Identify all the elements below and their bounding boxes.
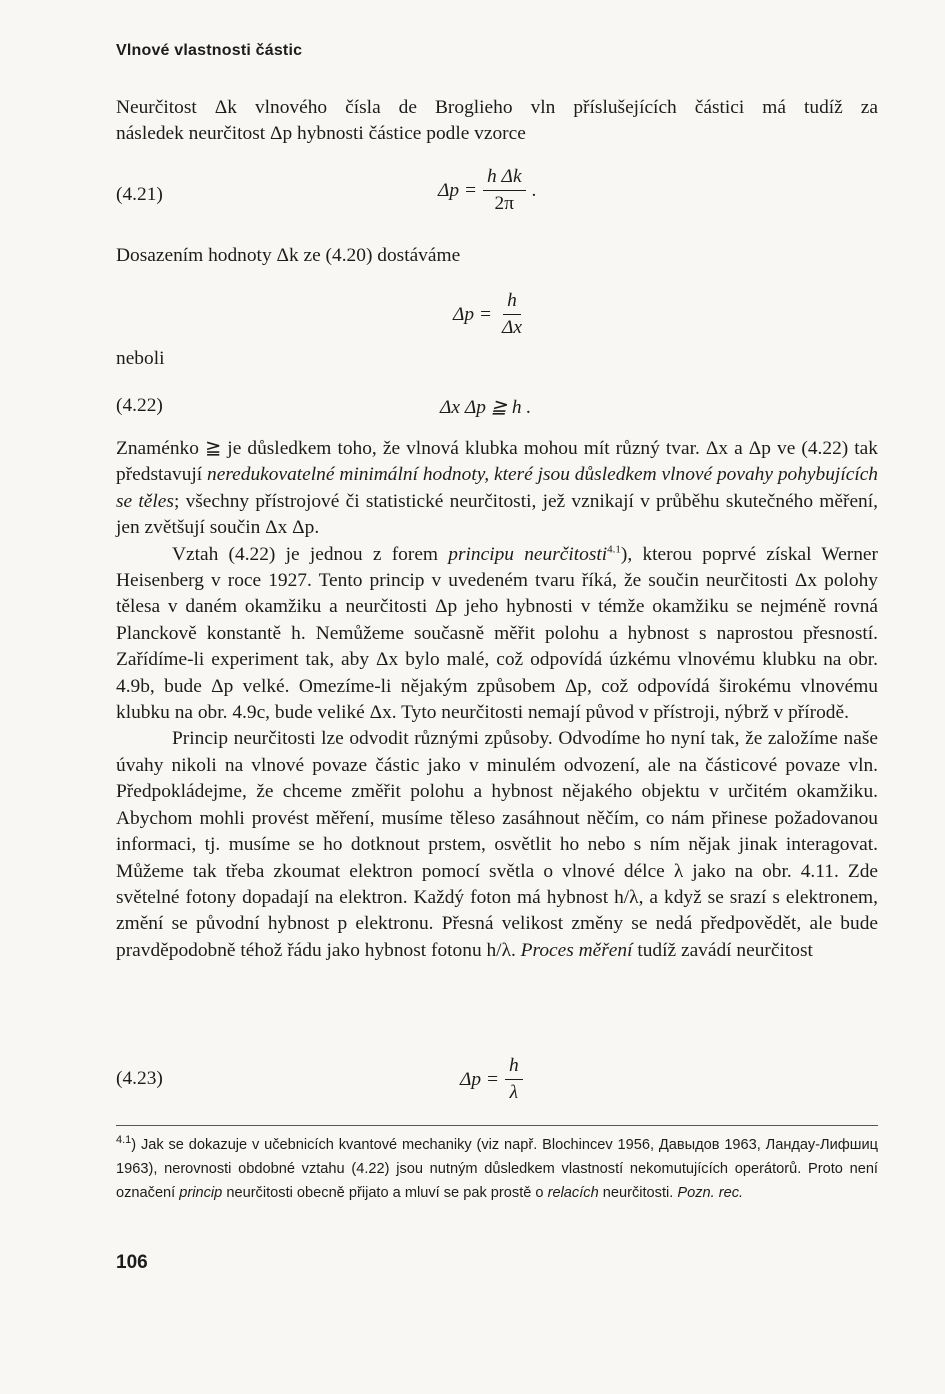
intro-paragraph: [116, 95, 878, 148]
paragraph-3-emphasis: Proces měření: [520, 939, 633, 961]
substitution-line: Dosazením hodnoty Δk ze (4.20) dostáváme: [116, 245, 461, 266]
footnote-text-a: ) Jak se dokazuje v učebnicích kvantové mechaniky (viz např. Blochincev 1956, Давыдов 1963, Ландау-Лифшиц 1963), nerovnosti obdobné vztahu (4.22) jsou nutným důsledkem vlastností nekomutujících operátorů. Proto není označení: [116, 1137, 878, 1201]
paragraph-1-end: ; všechny přístrojové či statistické neurčitosti, jež vznikají v průběhu skutečného měření, jen zvětšují součin Δx Δp.: [116, 490, 878, 539]
paragraph-1-emphasis: neredukovatelné minimální hodnoty, které jsou důsledkem vlnové povahy pohybujících se těles: [116, 464, 879, 512]
equation-label-4-23: (4.23): [116, 1068, 163, 1089]
intro-line-1: Neurčitost Δk vlnového čísla de Broglieho vln příslušejících částici má tudíž za: [116, 97, 878, 118]
paragraph-3: [116, 726, 878, 964]
footnote-text-e: neurčitosti.: [598, 1185, 678, 1201]
equation-4-21: [438, 166, 536, 215]
paragraph-3-start: Princip neurčitosti lze odvodit různými způsoby. Odvodíme ho nyní tak, že založíme naše úvahy nikoli na vlnové povaze částic jako v minulém odvození, ale na částicové povaze vln. Předpokládejme, že chceme změřit polohu a hybnost nějakého objektu v určitém okamžiku. Abychom mohli provést měření, musíme těleso zasáhnout něčím, co nám přinese požadovanou informaci, tj. musíme se ho dotknout prstem, osvětlit ho nebo s ním nějak jinak interagovat. Můžeme tak třeba zkoumat elektron pomocí světla o vlnové délce λ jako na obr. 4.11. Zde světelné fotony dopadají na elektron. Každý foton má hybnost h/λ, a když se srazí s elektronem, změní se původní hybnost p elektronu. Přesná velikost změny se nedá předpovědět, ale bude pravděpodobně téhož řádu jako hybnost fotonu h/λ.: [116, 728, 878, 961]
paragraph-2-end: ), kterou poprvé získal Werner Heisenberg v roce 1927. Tento princip v uvedeném tvaru říká, že součin neurčitosti Δx polohy tělesa v daném okamžiku a neurčitosti Δp jeho hybnosti v témže okamžiku se nejméně rovná Planckově konstantě h. Nemůžeme současně měřit polohu a hybnost s naprostou přesností. Zařídíme-li experiment tak, aby Δx bylo malé, což odpovídá úzkému vlnovému klubku na obr. 4.9b, bude Δp velké. Omezíme-li nějakým způsobem Δp, což odpovídá širokému vlnovému klubku na obr. 4.9c, bude veliké Δx. Tyto neurčitosti nemají původ v přístroji, nýbrž v přírodě.: [116, 543, 878, 724]
equation-4-22: [440, 395, 531, 419]
footnote-text-f: Pozn. rec.: [677, 1185, 744, 1201]
paragraph-2-start: Vztah (4.22) je jednou z forem: [172, 543, 449, 565]
footnote-divider: [116, 1125, 878, 1126]
main-text: [116, 436, 878, 964]
page-number: 106: [116, 1252, 148, 1273]
footnote: [116, 1133, 878, 1205]
eq423-lhs: Δp =: [460, 1068, 500, 1090]
paragraph-3-end: tudíž zavádí neurčitost: [632, 939, 813, 961]
paragraph-1-start: Znaménko ≧ je důsledkem toho, že vlnová klubka mohou mít různý tvar. Δx a Δp ve (4.22) tak představují: [116, 438, 878, 486]
paragraph-2-emphasis: principu neurčitosti: [448, 543, 608, 565]
neboli-line: neboli: [116, 348, 165, 369]
eq423-denominator: λ: [509, 1082, 519, 1103]
eq421-denominator: 2π: [494, 193, 515, 214]
footnote-text-c: neurčitosti obecně přijato a mluví se pak prostě o: [222, 1185, 548, 1201]
eq421-fraction: [483, 166, 526, 215]
eq423-fraction: [505, 1055, 523, 1104]
paragraph-2: [116, 542, 878, 727]
eq422-expression: Δx Δp ≧ h .: [440, 397, 532, 418]
equation-label-4-21: (4.21): [116, 184, 163, 205]
paragraph-1: [116, 436, 878, 542]
eq421-period: .: [531, 179, 537, 201]
eq421-lhs: Δp =: [438, 179, 478, 201]
equation-label-4-22: (4.22): [116, 395, 163, 416]
equation-intermediate: [453, 290, 532, 339]
eqmid-lhs: Δp =: [453, 303, 493, 325]
footnote-reference[interactable]: 4.1: [607, 543, 621, 556]
eq423-numerator: h: [505, 1055, 523, 1080]
intro-line-2: následek neurčitost Δp hybnosti částice podle vzorce: [116, 123, 526, 145]
equation-4-23: [460, 1055, 529, 1104]
footnote-mark: 4.1: [116, 1134, 132, 1147]
running-header: Vlnové vlastnosti částic: [116, 42, 303, 59]
eq421-numerator: h Δk: [483, 166, 526, 191]
eqmid-denominator: Δx: [502, 317, 523, 338]
eqmid-fraction: [498, 290, 526, 339]
eqmid-numerator: h: [503, 290, 521, 315]
footnote-text-d: relacích: [547, 1185, 599, 1201]
footnote-text-b: princip: [179, 1185, 223, 1201]
